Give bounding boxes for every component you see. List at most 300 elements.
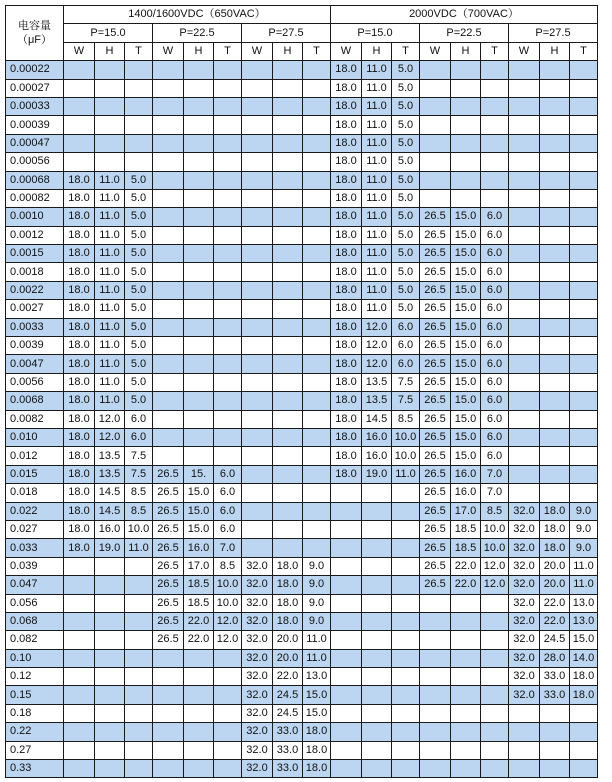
- dimension-cell: [570, 116, 598, 134]
- dimension-cell: [273, 520, 303, 538]
- capacitance-value: 0.012: [6, 447, 64, 465]
- dimension-cell: 6.0: [392, 318, 420, 336]
- dimension-cell: [303, 373, 331, 391]
- dimension-cell: [184, 281, 214, 299]
- dimension-cell: 6.0: [214, 484, 242, 502]
- dimension-cell: 11.0: [362, 153, 392, 171]
- dimension-cell: 18.0: [331, 61, 362, 79]
- dimension-cell: 14.0: [570, 649, 598, 667]
- dimension-cell: [509, 355, 540, 373]
- capacitance-value: 0.0010: [6, 208, 64, 226]
- dimension-cell: 28.0: [540, 649, 570, 667]
- dimension-cell: [153, 723, 184, 741]
- capacitance-value: 0.068: [6, 612, 64, 630]
- dimension-cell: [64, 134, 95, 152]
- dimension-cell: [362, 576, 392, 594]
- dimension-cell: [64, 760, 95, 778]
- capacitance-value: 0.22: [6, 723, 64, 741]
- dimension-cell: [303, 355, 331, 373]
- dimension-cell: 24.5: [540, 631, 570, 649]
- dimension-cell: [64, 79, 95, 97]
- dimension-cell: [570, 337, 598, 355]
- dimension-cell: [509, 410, 540, 428]
- dimension-cell: [125, 668, 153, 686]
- dimension-cell: [570, 189, 598, 207]
- dimension-cell: [451, 97, 481, 115]
- dimension-cell: [362, 594, 392, 612]
- dimension-cell: 5.0: [125, 300, 153, 318]
- dimension-cell: 20.0: [273, 649, 303, 667]
- dimension-cell: 18.0: [64, 520, 95, 538]
- dimension-cell: [481, 741, 509, 759]
- dimension-cell: [331, 704, 362, 722]
- pitch-header: P=22.5: [153, 24, 242, 42]
- dimension-cell: [153, 171, 184, 189]
- dimension-cell: [214, 281, 242, 299]
- dimension-cell: 11.0: [95, 226, 125, 244]
- dimension-cell: [392, 539, 420, 557]
- dimension-cell: 8.5: [392, 410, 420, 428]
- dimension-cell: [451, 649, 481, 667]
- spec-table-container: [5, 5, 598, 778]
- dimension-cell: [153, 61, 184, 79]
- dimension-cell: 6.0: [481, 263, 509, 281]
- dimension-cell: [273, 392, 303, 410]
- dimension-cell: 7.5: [392, 373, 420, 391]
- dimension-cell: [509, 116, 540, 134]
- dimension-header: W: [242, 42, 273, 60]
- dimension-cell: [392, 704, 420, 722]
- dimension-cell: [242, 226, 273, 244]
- dimension-cell: 18.0: [331, 465, 362, 483]
- dimension-cell: 18.0: [64, 539, 95, 557]
- dimension-cell: [214, 134, 242, 152]
- dimension-cell: 7.5: [125, 465, 153, 483]
- dimension-cell: [540, 484, 570, 502]
- dimension-cell: 15.0: [451, 410, 481, 428]
- dimension-cell: [242, 97, 273, 115]
- dimension-cell: 18.0: [303, 760, 331, 778]
- dimension-cell: [540, 704, 570, 722]
- dimension-cell: 18.5: [451, 539, 481, 557]
- dimension-cell: [392, 723, 420, 741]
- dimension-cell: 6.0: [481, 428, 509, 446]
- dimension-cell: 33.0: [540, 668, 570, 686]
- dimension-cell: [242, 392, 273, 410]
- dimension-cell: 18.0: [64, 355, 95, 373]
- dimension-cell: [570, 171, 598, 189]
- dimension-cell: 11.0: [362, 134, 392, 152]
- dimension-cell: 7.5: [125, 447, 153, 465]
- dimension-cell: [331, 557, 362, 575]
- table-row: [6, 373, 598, 391]
- dimension-cell: [95, 153, 125, 171]
- dimension-cell: [481, 134, 509, 152]
- pitch-header: P=15.0: [64, 24, 153, 42]
- dimension-cell: [451, 723, 481, 741]
- dimension-cell: [214, 189, 242, 207]
- dimension-cell: 18.0: [331, 373, 362, 391]
- dimension-cell: [153, 245, 184, 263]
- dimension-cell: 18.0: [273, 576, 303, 594]
- dimension-cell: [184, 668, 214, 686]
- dimension-cell: [273, 281, 303, 299]
- dimension-cell: 11.0: [95, 263, 125, 281]
- dimension-cell: 15.0: [451, 245, 481, 263]
- dimension-cell: [184, 171, 214, 189]
- dimension-cell: [214, 723, 242, 741]
- dimension-cell: [125, 612, 153, 630]
- dimension-cell: 32.0: [509, 631, 540, 649]
- dimension-cell: [392, 520, 420, 538]
- dimension-cell: [509, 134, 540, 152]
- dimension-cell: [331, 760, 362, 778]
- dimension-cell: [64, 723, 95, 741]
- dimension-cell: [273, 410, 303, 428]
- dimension-cell: [303, 520, 331, 538]
- table-row: [6, 300, 598, 318]
- pitch-header: P=15.0: [331, 24, 420, 42]
- dimension-cell: 26.5: [420, 355, 451, 373]
- dimension-cell: [362, 557, 392, 575]
- dimension-cell: [184, 392, 214, 410]
- capacitance-value: 0.0082: [6, 410, 64, 428]
- dimension-cell: 13.0: [570, 612, 598, 630]
- dimension-cell: [273, 116, 303, 134]
- dimension-cell: 11.0: [95, 300, 125, 318]
- capacitance-value: 0.0012: [6, 226, 64, 244]
- dimension-header: W: [64, 42, 95, 60]
- capacitance-value: 0.00033: [6, 97, 64, 115]
- dimension-cell: [362, 502, 392, 520]
- dimension-cell: [509, 741, 540, 759]
- dimension-cell: [303, 318, 331, 336]
- dimension-cell: [570, 465, 598, 483]
- dimension-cell: 11.0: [362, 116, 392, 134]
- dimension-cell: [273, 61, 303, 79]
- dimension-cell: 18.0: [64, 373, 95, 391]
- dimension-cell: [273, 428, 303, 446]
- table-row: [6, 337, 598, 355]
- dimension-cell: [184, 741, 214, 759]
- dimension-cell: [570, 484, 598, 502]
- table-row: [6, 245, 598, 263]
- dimension-cell: [481, 189, 509, 207]
- dimension-cell: 18.0: [331, 226, 362, 244]
- dimension-cell: 7.5: [392, 392, 420, 410]
- dimension-cell: [540, 97, 570, 115]
- dimension-cell: 11.0: [95, 373, 125, 391]
- capacitance-value: 0.056: [6, 594, 64, 612]
- dimension-cell: [570, 97, 598, 115]
- dimension-cell: 15.0: [451, 392, 481, 410]
- dimension-cell: 6.0: [481, 281, 509, 299]
- dimension-cell: [95, 723, 125, 741]
- dimension-cell: [303, 134, 331, 152]
- dimension-cell: 18.0: [331, 134, 362, 152]
- dimension-cell: 19.0: [95, 539, 125, 557]
- table-row: [6, 649, 598, 667]
- dimension-cell: [125, 704, 153, 722]
- dimension-cell: [184, 97, 214, 115]
- capacitance-value: 0.33: [6, 760, 64, 778]
- dimension-cell: 15.0: [451, 337, 481, 355]
- dimension-header: H: [273, 42, 303, 60]
- dimension-cell: [242, 318, 273, 336]
- dimension-cell: [540, 208, 570, 226]
- dimension-cell: 6.0: [481, 392, 509, 410]
- dimension-cell: 22.0: [184, 612, 214, 630]
- dimension-cell: [570, 355, 598, 373]
- dimension-cell: [95, 594, 125, 612]
- dimension-cell: [153, 649, 184, 667]
- dimension-cell: 18.5: [184, 576, 214, 594]
- dimension-cell: [242, 465, 273, 483]
- dimension-cell: 24.5: [273, 686, 303, 704]
- voltage-group-1400-1600: 1400/1600VDC（650VAC）: [64, 6, 331, 24]
- dimension-cell: [420, 686, 451, 704]
- dimension-cell: [153, 686, 184, 704]
- dimension-cell: 32.0: [242, 557, 273, 575]
- dimension-cell: 17.0: [451, 502, 481, 520]
- table-row: [6, 97, 598, 115]
- dimension-cell: 22.0: [540, 594, 570, 612]
- table-row: [6, 428, 598, 446]
- dimension-cell: 18.0: [64, 392, 95, 410]
- dimension-cell: [540, 760, 570, 778]
- dimension-cell: 32.0: [242, 723, 273, 741]
- dimension-cell: 18.0: [64, 318, 95, 336]
- dimension-cell: [125, 116, 153, 134]
- dimension-cell: [184, 447, 214, 465]
- capacitance-value: 0.0018: [6, 263, 64, 281]
- dimension-cell: [540, 447, 570, 465]
- dimension-cell: [481, 171, 509, 189]
- dimension-cell: 13.0: [570, 594, 598, 612]
- dimension-cell: 18.0: [540, 539, 570, 557]
- dimension-cell: [242, 79, 273, 97]
- dimension-cell: [242, 61, 273, 79]
- dimension-cell: 18.0: [303, 723, 331, 741]
- dimension-cell: 10.0: [392, 447, 420, 465]
- dimension-cell: 11.0: [95, 171, 125, 189]
- dimension-cell: [331, 520, 362, 538]
- dimension-cell: 11.0: [362, 79, 392, 97]
- dimension-cell: [273, 447, 303, 465]
- dimension-header: T: [570, 42, 598, 60]
- dimension-cell: 22.0: [451, 557, 481, 575]
- dimension-cell: [392, 668, 420, 686]
- dimension-cell: [481, 116, 509, 134]
- dimension-cell: [95, 668, 125, 686]
- dimension-cell: 32.0: [509, 612, 540, 630]
- dimension-cell: 18.0: [570, 668, 598, 686]
- dimension-cell: [362, 668, 392, 686]
- dimension-header: W: [153, 42, 184, 60]
- dimension-cell: [153, 134, 184, 152]
- dimension-cell: [331, 631, 362, 649]
- dimension-cell: [184, 318, 214, 336]
- capacitance-value: 0.039: [6, 557, 64, 575]
- dimension-cell: 10.0: [214, 594, 242, 612]
- dimension-cell: 10.0: [392, 428, 420, 446]
- dimension-cell: 5.0: [125, 318, 153, 336]
- dimension-cell: [214, 649, 242, 667]
- dimension-cell: 5.0: [392, 226, 420, 244]
- dimension-cell: [509, 337, 540, 355]
- dimension-cell: [273, 79, 303, 97]
- dimension-cell: 11.0: [362, 245, 392, 263]
- dimension-cell: [392, 557, 420, 575]
- table-row: [6, 189, 598, 207]
- dimension-cell: [125, 723, 153, 741]
- dimension-cell: [242, 263, 273, 281]
- dimension-cell: [362, 649, 392, 667]
- dimension-cell: [420, 153, 451, 171]
- dimension-cell: 11.0: [362, 61, 392, 79]
- dimension-cell: [214, 79, 242, 97]
- dimension-cell: [214, 373, 242, 391]
- capacitance-value: 0.0039: [6, 337, 64, 355]
- dimension-cell: 18.0: [64, 502, 95, 520]
- dimension-cell: [214, 153, 242, 171]
- dimension-cell: [125, 631, 153, 649]
- dimension-cell: 13.5: [362, 373, 392, 391]
- dimension-cell: [95, 61, 125, 79]
- dimension-cell: 5.0: [392, 153, 420, 171]
- dimension-cell: 6.0: [481, 245, 509, 263]
- capacitance-value: 0.022: [6, 502, 64, 520]
- dimension-cell: [392, 576, 420, 594]
- dimension-cell: [184, 760, 214, 778]
- capacitance-value: 0.00022: [6, 61, 64, 79]
- dimension-cell: 19.0: [362, 465, 392, 483]
- dimension-cell: [362, 686, 392, 704]
- dimension-cell: [303, 153, 331, 171]
- pitch-header: P=27.5: [509, 24, 598, 42]
- dimension-cell: 5.0: [392, 171, 420, 189]
- dimension-cell: [303, 226, 331, 244]
- dimension-cell: [509, 300, 540, 318]
- dimension-cell: 18.0: [303, 741, 331, 759]
- dimension-cell: [242, 447, 273, 465]
- capacitance-value: 0.010: [6, 428, 64, 446]
- dimension-cell: [420, 189, 451, 207]
- dimension-cell: 18.0: [273, 612, 303, 630]
- dimension-cell: [242, 373, 273, 391]
- dimension-cell: 20.0: [540, 557, 570, 575]
- dimension-cell: [184, 189, 214, 207]
- dimension-cell: [362, 539, 392, 557]
- dimension-cell: [153, 704, 184, 722]
- dimension-cell: [420, 741, 451, 759]
- dimension-cell: [509, 245, 540, 263]
- dimension-cell: 26.5: [420, 502, 451, 520]
- dimension-cell: [540, 281, 570, 299]
- dimension-cell: [125, 134, 153, 152]
- dimension-cell: [420, 171, 451, 189]
- dimension-cell: [540, 337, 570, 355]
- dimension-cell: [392, 484, 420, 502]
- dimension-header: T: [481, 42, 509, 60]
- dimension-cell: [481, 612, 509, 630]
- dimension-cell: 18.0: [64, 171, 95, 189]
- dimension-cell: [125, 61, 153, 79]
- dimension-cell: [451, 171, 481, 189]
- dimension-cell: [303, 116, 331, 134]
- dimension-cell: 9.0: [303, 576, 331, 594]
- dimension-cell: [184, 134, 214, 152]
- dimension-cell: [509, 465, 540, 483]
- dimension-cell: [95, 612, 125, 630]
- dimension-cell: [331, 502, 362, 520]
- dimension-cell: 15.0: [451, 373, 481, 391]
- dimension-cell: [570, 760, 598, 778]
- dimension-cell: [153, 428, 184, 446]
- dimension-cell: 12.0: [362, 355, 392, 373]
- dimension-cell: 26.5: [420, 520, 451, 538]
- dimension-cell: 6.0: [481, 355, 509, 373]
- dimension-cell: 15.0: [451, 318, 481, 336]
- dimension-cell: [303, 300, 331, 318]
- dimension-cell: [420, 704, 451, 722]
- dimension-cell: 9.0: [303, 594, 331, 612]
- dimension-cell: 11.0: [95, 245, 125, 263]
- dimension-cell: 16.0: [362, 447, 392, 465]
- dimension-cell: 18.0: [331, 281, 362, 299]
- dimension-cell: 5.0: [125, 337, 153, 355]
- dimension-cell: [153, 208, 184, 226]
- dimension-cell: 9.0: [570, 520, 598, 538]
- dimension-cell: [451, 704, 481, 722]
- dimension-cell: 5.0: [392, 134, 420, 152]
- dimension-cell: [451, 134, 481, 152]
- dimension-cell: 18.0: [64, 281, 95, 299]
- dimension-cell: 5.0: [125, 226, 153, 244]
- dimension-header: W: [331, 42, 362, 60]
- dimension-cell: 18.0: [64, 245, 95, 263]
- dimension-cell: [153, 79, 184, 97]
- dimension-cell: 13.0: [303, 668, 331, 686]
- dimension-cell: 6.0: [214, 465, 242, 483]
- dimension-cell: [184, 153, 214, 171]
- dimension-cell: 5.0: [392, 189, 420, 207]
- dimension-cell: [509, 484, 540, 502]
- dimension-cell: [242, 208, 273, 226]
- dimension-cell: 12.0: [95, 428, 125, 446]
- dimension-cell: 5.0: [392, 61, 420, 79]
- dimension-cell: 33.0: [273, 723, 303, 741]
- dimension-cell: 16.0: [362, 428, 392, 446]
- dimension-cell: 11.0: [570, 557, 598, 575]
- dimension-cell: [570, 153, 598, 171]
- dimension-cell: 6.0: [481, 318, 509, 336]
- table-row: [6, 502, 598, 520]
- dimension-cell: 26.5: [420, 281, 451, 299]
- dimension-cell: [570, 741, 598, 759]
- table-row: [6, 484, 598, 502]
- dimension-cell: [214, 318, 242, 336]
- dimension-cell: [392, 760, 420, 778]
- dimension-cell: [509, 153, 540, 171]
- dimension-header: H: [451, 42, 481, 60]
- dimension-cell: [362, 631, 392, 649]
- dimension-cell: 32.0: [242, 668, 273, 686]
- dimension-cell: 5.0: [125, 355, 153, 373]
- dimension-cell: 10.0: [125, 520, 153, 538]
- dimension-cell: [392, 649, 420, 667]
- dimension-cell: [420, 134, 451, 152]
